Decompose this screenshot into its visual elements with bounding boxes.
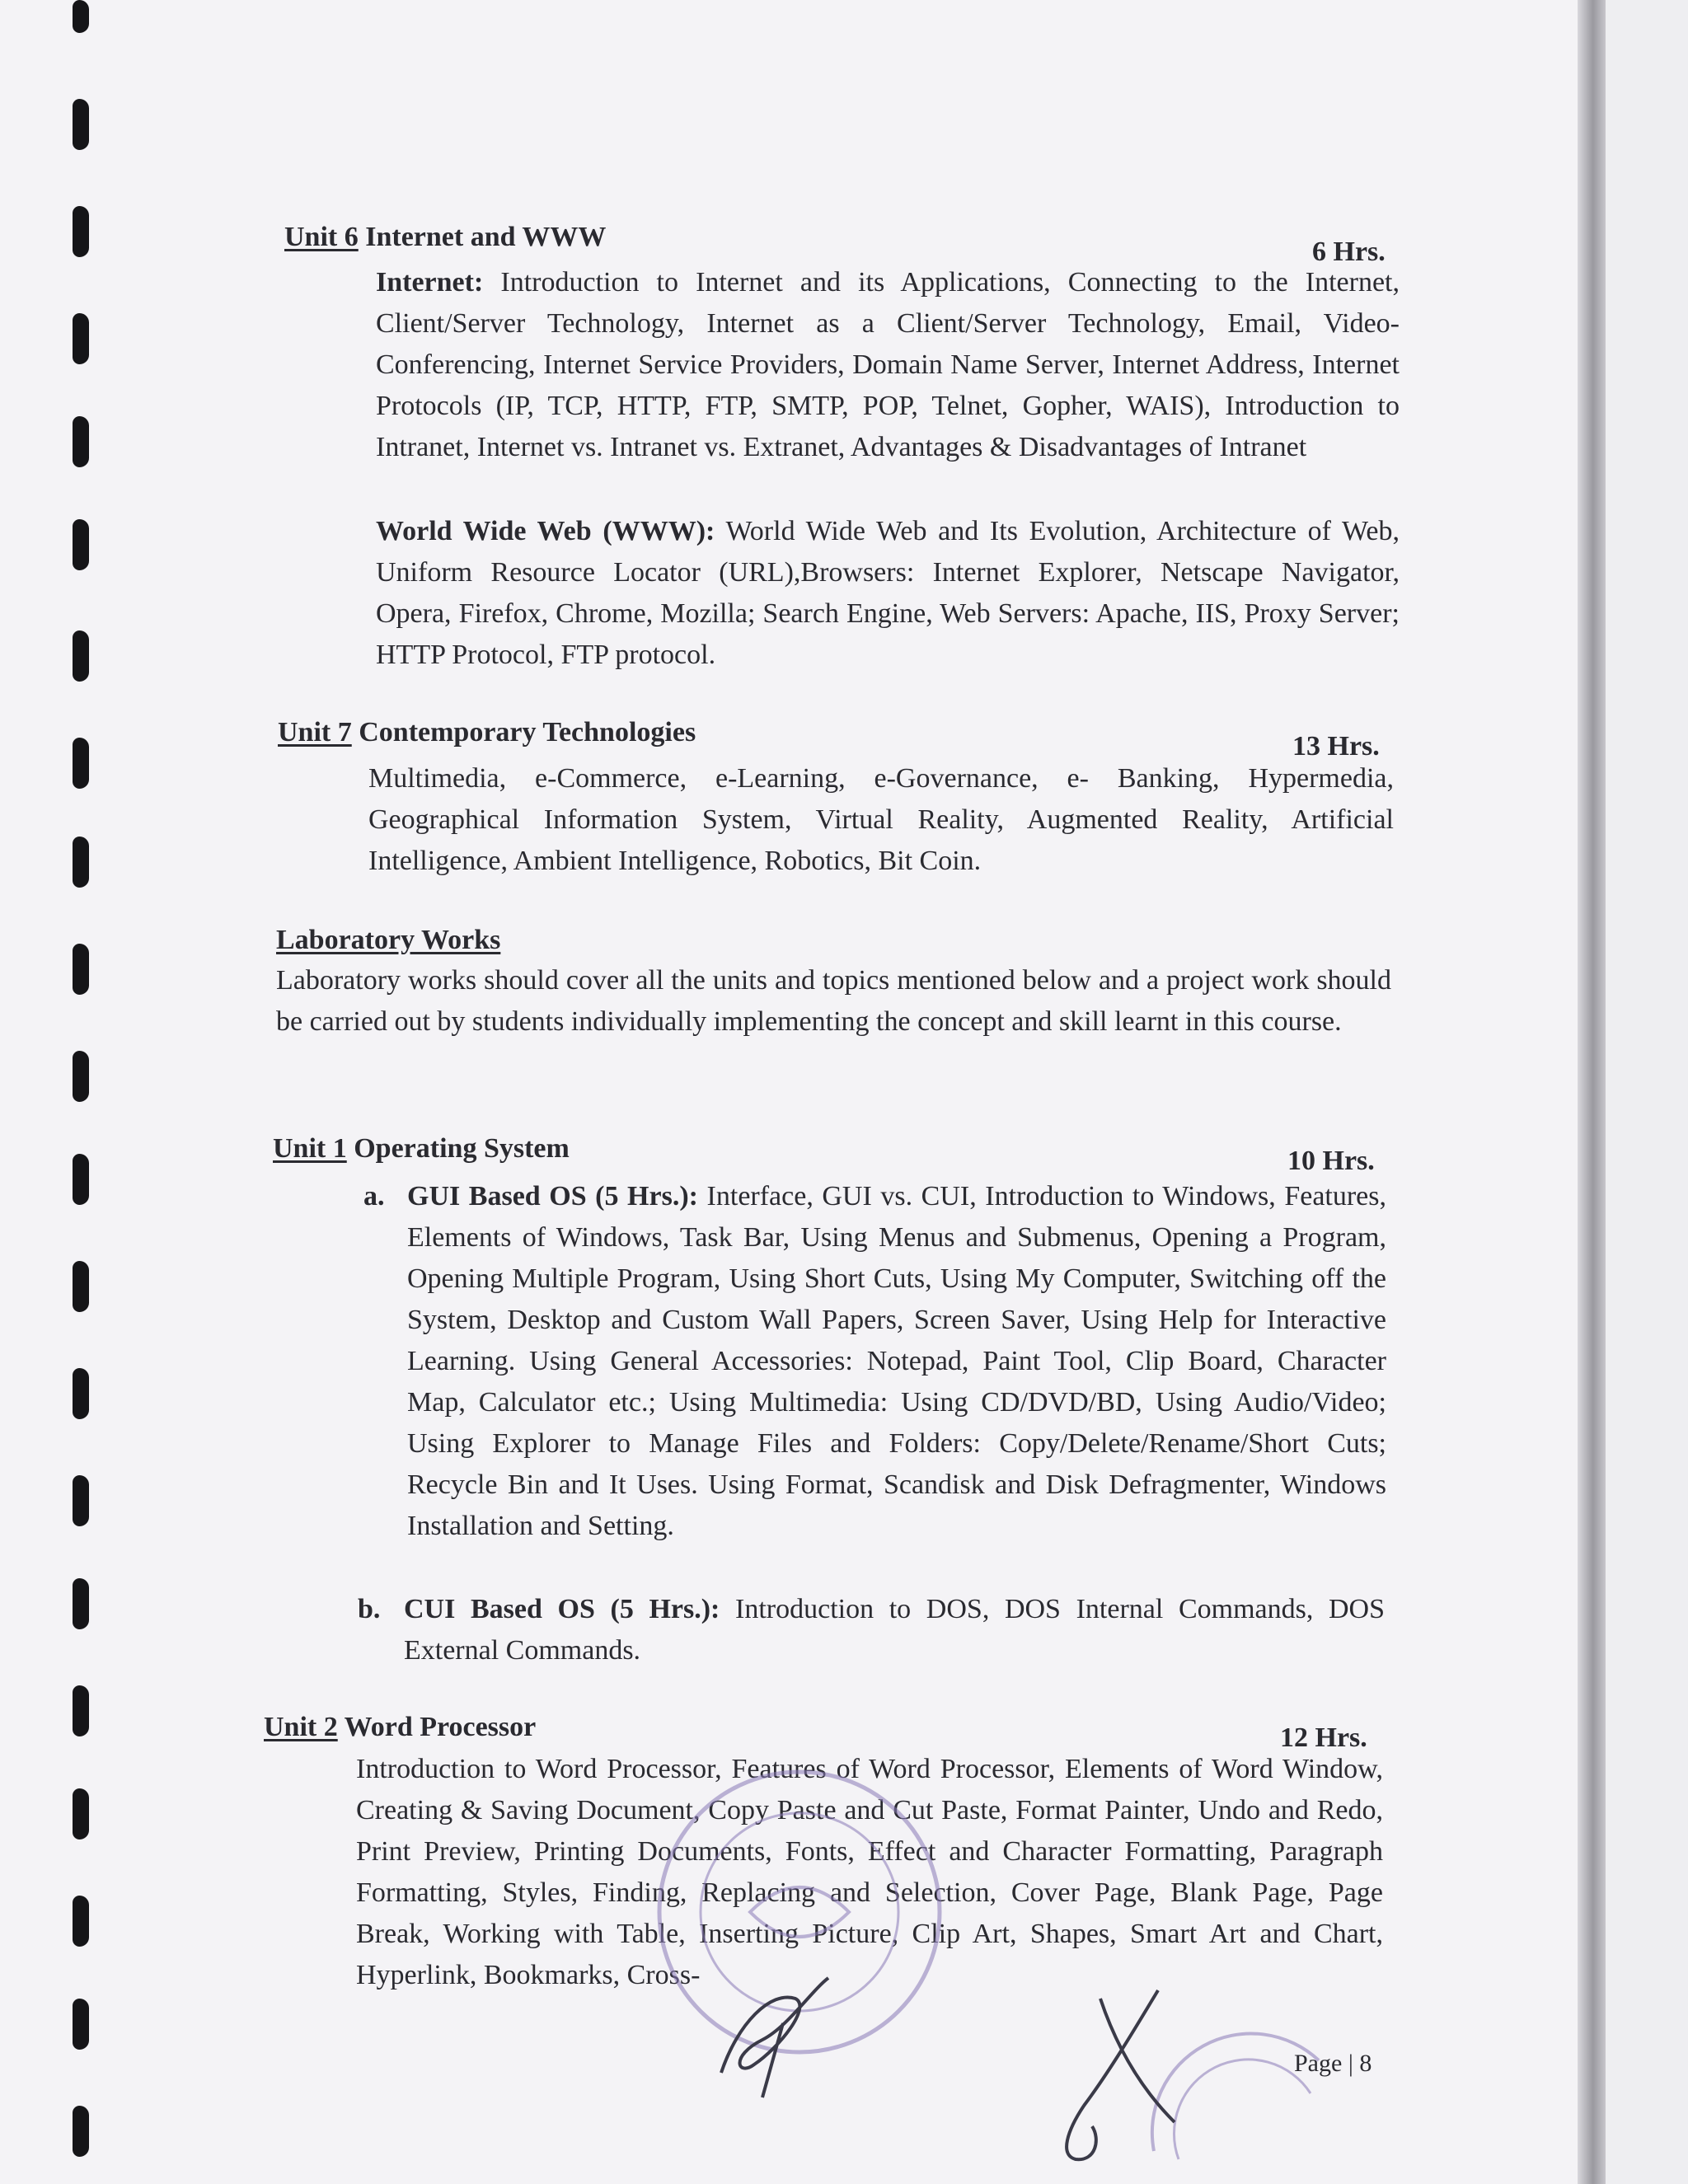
lab-unit2-label: Unit 2 (264, 1712, 338, 1742)
lab-unit1-item-b-text: Introduction to DOS, DOS Internal Commands, DOS External Commands. (404, 1594, 1385, 1666)
unit6-internet-text: Introduction to Internet and its Applications, Connecting to the Internet, Client/Server Technology, Internet as a Client/Server Technology, Email, Video-Conferencing, Internet Service Providers, Domain Name Server, Internet Address, Internet Protocols (IP, TCP, HTTP, FTP, SMTP, POP, Telnet, Gopher, WAIS), Introduction to Intranet, Internet vs. Intranet vs. Extranet, Advantages & Disadvantages of Intranet (376, 267, 1400, 462)
unit7-paragraph: Multimedia, e-Commerce, e-Learning, e-Governance, e- Banking, Hypermedia, Geographical Information System, Virtual Reality, Augmented Reality, Artificial Intelligence, Ambient Intelligence, Robotics, Bit Coin. (368, 763, 1394, 876)
page-number: Page | 8 (1294, 2050, 1372, 2077)
unit6-label: Unit 6 (284, 222, 359, 252)
unit7-heading (278, 716, 696, 749)
unit6-internet-label: Internet: (376, 267, 484, 298)
unit6-www-label: World Wide Web (WWW): (376, 516, 715, 546)
unit6-heading (284, 221, 606, 254)
lab-unit2-heading (264, 1711, 536, 1744)
lab-unit1-item-a-label: GUI Based OS (5 Hrs.): (407, 1181, 698, 1212)
signature-right (1051, 1982, 1191, 2172)
unit7-label: Unit 7 (278, 717, 352, 748)
lab-unit1-item-b-marker: b. (358, 1594, 381, 1624)
lab-unit2-hours: 12 Hrs. (1280, 1722, 1367, 1753)
lab-works-paragraph: Laboratory works should cover all the units and topics mentioned below and a project work should be carried out by students individually implementing the concept and skill learnt in this course. (276, 965, 1391, 1037)
lab-unit1-item-a-text: Interface, GUI vs. CUI, Introduction to Windows, Features, Elements of Windows, Task Bar, Using Menus and Submenus, Opening a Program, Opening Multiple Program, Using Short Cuts, Using My Computer, Switching off the System, Desktop and Custom Wall Papers, Screen Saver, Using Help for Interactive Learning. Using General Accessories: Notepad, Paint Tool, Clip Board, Character Map, Calculator etc.; Using Multimedia: Using CD/DVD/BD, Using Audio/Video; Using Explorer to Manage Files and Folders: Copy/Delete/Rename/Short Cuts; Recycle Bin and It Uses. Using Format, Scandisk and Disk Defragmenter, Windows Installation and Setting. (407, 1181, 1387, 1541)
lab-unit1-label: Unit 1 (273, 1133, 347, 1164)
lab-works-title: Laboratory Works (276, 925, 501, 955)
lab-unit1-item-a-marker: a. (363, 1181, 385, 1212)
lab-unit2-paragraph: Introduction to Word Processor, Features of Word Processor, Elements of Word Window, Creating & Saving Document, Copy Paste and Cut Paste, Format Painter, Undo and Redo, Print Preview, Printing Documents, Fonts, Effect and Character Formatting, Paragraph Formatting, Styles, Finding, Replacing and Selection, Cover Page, Blank Page, Page Break, Working with Table, Inserting Picture, Clip Art, Shapes, Smart Art and Chart, Hyperlink, Bookmarks, Cross- (356, 1754, 1383, 1990)
lab-unit1-item-a (407, 1176, 1386, 1547)
lab-unit1-title: Operating System (354, 1133, 570, 1164)
signature-left (705, 1974, 853, 2106)
lab-unit1-item-b-label: CUI Based OS (5 Hrs.): (404, 1594, 720, 1624)
lab-unit1-item-b (404, 1589, 1385, 1671)
unit7-title: Contemporary Technologies (359, 717, 696, 748)
unit6-hours: 6 Hrs. (1312, 237, 1386, 267)
unit7-hours: 13 Hrs. (1292, 731, 1380, 762)
lab-unit1-heading (273, 1132, 570, 1165)
lab-unit1-hours: 10 Hrs. (1287, 1146, 1375, 1176)
unit6-internet-paragraph (376, 262, 1400, 468)
unit6-www-paragraph (376, 511, 1400, 676)
lab-unit2-title: Word Processor (344, 1712, 537, 1742)
unit6-title: Internet and WWW (365, 222, 607, 252)
unit6-www-text: World Wide Web and Its Evolution, Architecture of Web, Uniform Resource Locator (URL),Browsers: Internet Explorer, Netscape Navigator, Opera, Firefox, Chrome, Mozilla; Search Engine, Web Servers: Apache, IIS, Proxy Server; HTTP Protocol, FTP protocol. (376, 516, 1400, 670)
